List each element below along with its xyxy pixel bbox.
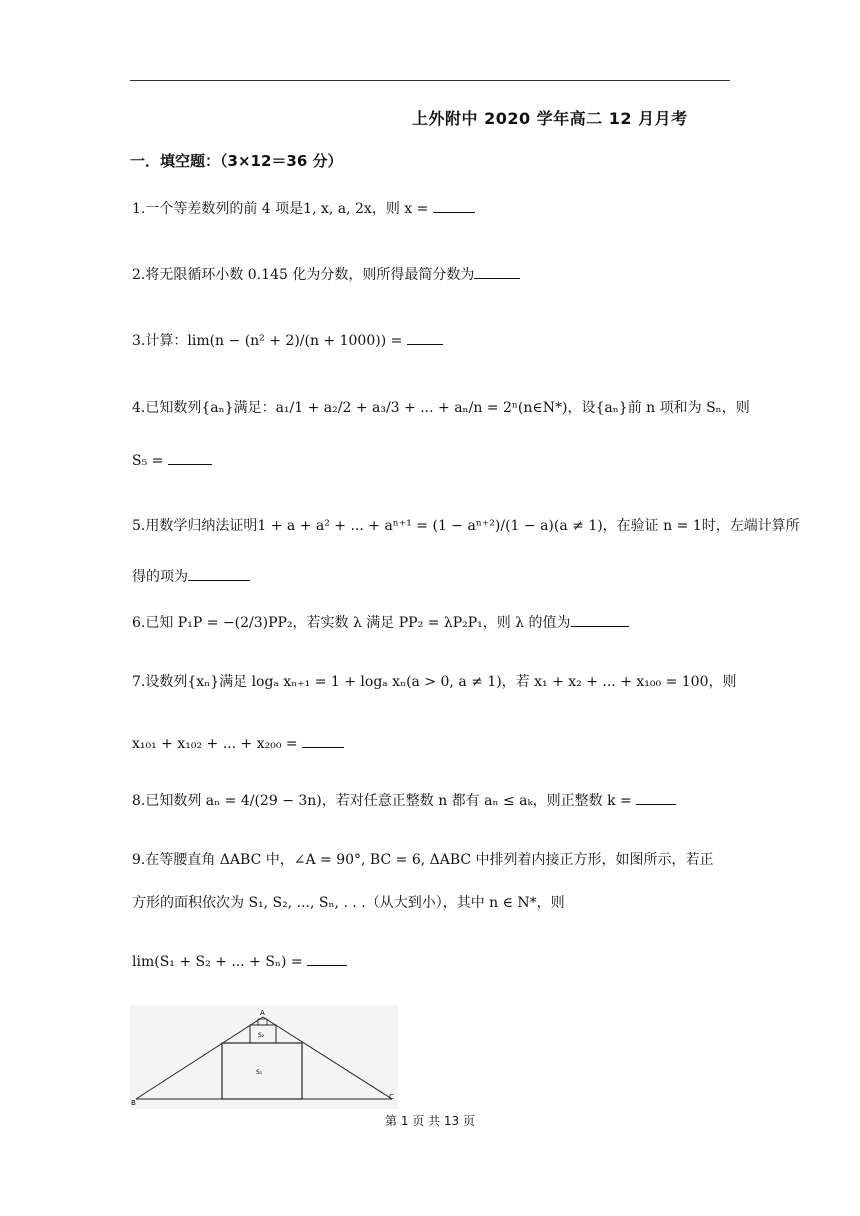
- question-3: [132, 330, 443, 351]
- question-text: 得的项为: [132, 569, 188, 585]
- question-7: [132, 672, 736, 692]
- exam-title: 上外附中 2020 学年高二 12 月月考: [412, 109, 688, 128]
- question-5: [132, 516, 800, 536]
- answer-blank[interactable]: [302, 733, 344, 748]
- answer-blank[interactable]: [474, 264, 520, 279]
- question-1: [132, 198, 475, 219]
- question-4-continued: [132, 450, 212, 471]
- question-number: 3.: [132, 333, 146, 349]
- question-number: 7.: [132, 674, 146, 690]
- question-text: 已知数列{aₙ}满足：a₁/1 + a₂/2 + a₃/3 + ... + aₙ/n = 2ⁿ(n∈N*)，设{aₙ}前 n 项和为 Sₙ，则: [145, 400, 750, 416]
- question-text: S₅ =: [132, 453, 168, 469]
- label-s2: S₂: [258, 1032, 265, 1039]
- question-text: 已知数列 aₙ = 4/(29 − 3n)，若对任意正整数 n 都有 aₙ ≤ aₖ，则正整数 k =: [145, 793, 637, 809]
- section-heading: 一．填空题：（3×12＝36 分）: [130, 152, 343, 170]
- question-5-continued: [132, 566, 250, 587]
- question-7-continued: [132, 733, 344, 754]
- question-text: 将无限循环小数 0.145 化为分数，则所得最简分数为: [145, 267, 475, 283]
- question-8: [132, 790, 676, 811]
- header-rule: [130, 80, 730, 81]
- answer-blank[interactable]: [571, 612, 629, 627]
- question-4: [132, 398, 750, 418]
- answer-blank[interactable]: [307, 951, 347, 966]
- answer-blank[interactable]: [188, 566, 250, 581]
- question-number: 8.: [132, 793, 146, 809]
- question-text: 已知 P₁P = −(2/3)PP₂，若实数 λ 满足 PP₂ = λP₂P₁，则 λ 的值为: [145, 615, 571, 631]
- answer-blank[interactable]: [407, 330, 443, 345]
- label-c: C: [389, 1093, 394, 1101]
- question-text: 方形的面积依次为 S₁, S₂, ..., Sₙ, . . .（从大到小），其中 n ∈ N*，则: [132, 895, 565, 911]
- triangle-figure: [130, 1005, 398, 1109]
- figure-background: [130, 1005, 398, 1109]
- question-number: 1.: [132, 201, 146, 217]
- question-text: 在等腰直角 ΔABC 中，∠A = 90°, BC = 6, ΔABC 中排列着内接正方形，如图所示，若正: [145, 852, 714, 868]
- answer-blank[interactable]: [168, 450, 212, 465]
- question-text: lim(S₁ + S₂ + ... + Sₙ) =: [132, 954, 308, 970]
- label-s1: S₁: [256, 1069, 263, 1076]
- question-text: x₁₀₁ + x₁₀₂ + ... + x₂₀₀ =: [132, 736, 303, 752]
- question-9-continued: [132, 893, 565, 913]
- question-6: [132, 612, 629, 633]
- question-9: [132, 850, 714, 870]
- answer-blank[interactable]: [433, 198, 475, 213]
- question-number: 5.: [132, 518, 146, 534]
- question-9-limit: [132, 951, 347, 972]
- question-text: 计算：lim(n − (n² + 2)/(n + 1000)) =: [145, 333, 407, 349]
- label-a: A: [260, 1009, 265, 1017]
- page-footer: 第 1 页 共 13 页: [385, 1114, 475, 1128]
- label-b: B: [131, 1099, 136, 1107]
- question-text: 一个等差数列的前 4 项是1, x, a, 2x，则 x =: [145, 201, 433, 217]
- question-number: 6.: [132, 615, 146, 631]
- question-2: [132, 264, 520, 285]
- question-number: 9.: [132, 852, 146, 868]
- question-text: 设数列{xₙ}满足 logₐ xₙ₊₁ = 1 + logₐ xₙ(a > 0, a ≠ 1)，若 x₁ + x₂ + ... + x₁₀₀ = 100，则: [145, 674, 737, 690]
- question-number: 4.: [132, 400, 146, 416]
- question-text: 用数学归纳法证明1 + a + a² + ... + aⁿ⁺¹ = (1 − aⁿ⁺²)/(1 − a)(a ≠ 1)，在验证 n = 1时，左端计算所: [145, 518, 800, 534]
- answer-blank[interactable]: [636, 790, 676, 805]
- question-number: 2.: [132, 267, 146, 283]
